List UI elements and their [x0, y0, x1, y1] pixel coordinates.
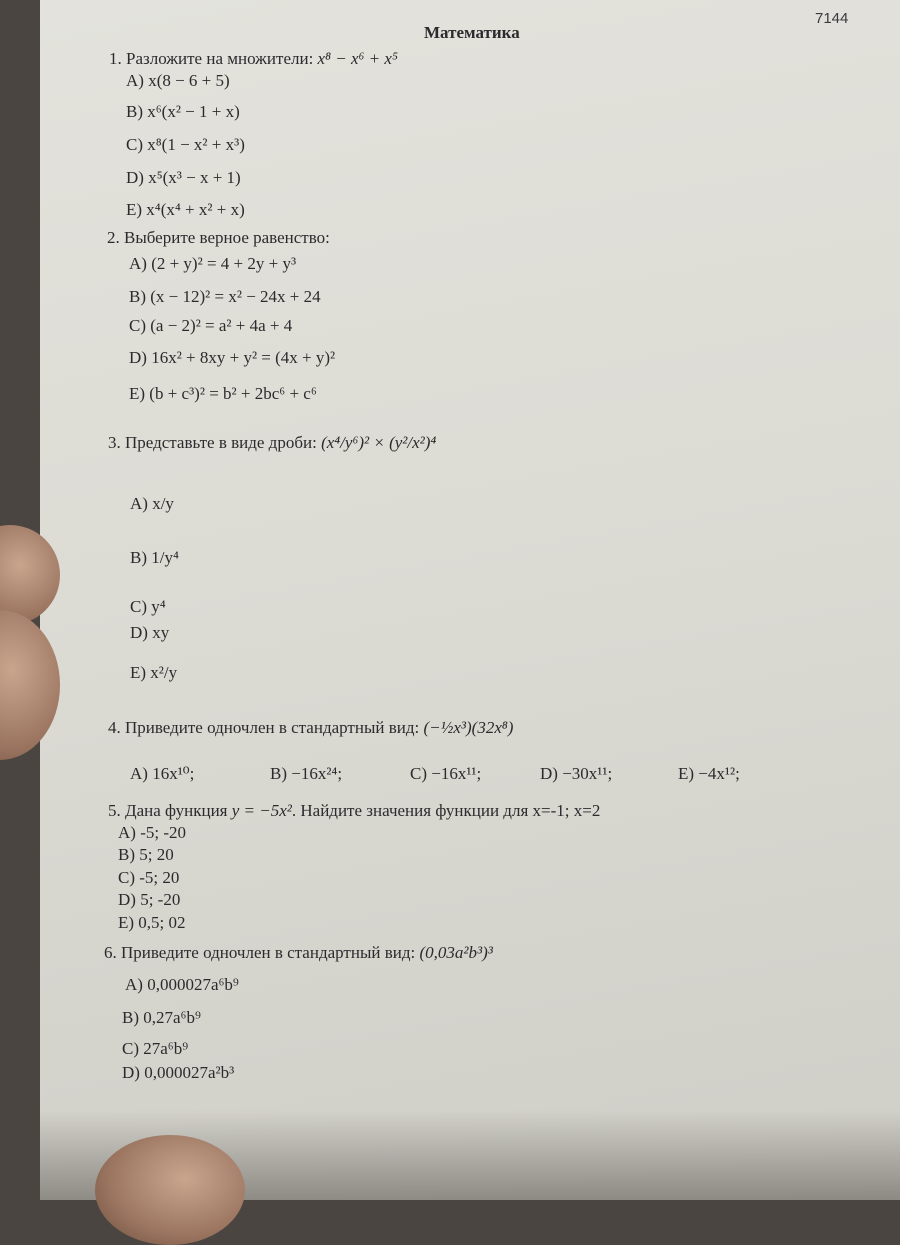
- q1-option-c: C) x⁸(1 − x² + x³): [126, 135, 245, 154]
- q2-option-d: D) 16x² + 8xy + y² = (4x + y)²: [129, 348, 336, 367]
- q1-option-e: E) x⁴(x⁴ + x² + x): [126, 200, 245, 219]
- q1-option-b: B) x⁶(x² − 1 + x): [126, 102, 240, 121]
- question-5-text: 5. Дана функция: [108, 801, 228, 820]
- question-5: [108, 801, 600, 821]
- question-3: [108, 433, 436, 453]
- q3-option-a: A) x/y: [130, 494, 174, 513]
- q4-option-a: A) 16x¹⁰;: [130, 764, 195, 783]
- q6-option-c: C) 27a⁶b⁹: [122, 1039, 189, 1058]
- q5-option-d: D) 5; -20: [118, 890, 181, 909]
- question-6: [104, 943, 493, 963]
- question-2-text: 2. Выберите верное равенство:: [107, 228, 330, 247]
- question-1: [109, 49, 398, 69]
- q3-option-e: E) x²/y: [130, 663, 178, 682]
- q1-option-a: A) x(8 − 6 + 5): [126, 71, 230, 90]
- question-6-text: 6. Приведите одночлен в стандартный вид:: [104, 943, 416, 962]
- question-4-expression: (−½x³)(32x⁸): [423, 718, 514, 737]
- q3-option-c: C) y⁴: [130, 597, 166, 616]
- question-1-expression: x⁸ − x⁶ + x⁵: [317, 49, 398, 68]
- q5-option-c: C) -5; 20: [118, 868, 180, 887]
- q3-option-b: B) 1/y⁴: [130, 548, 179, 567]
- q1-option-d: D) x⁵(x³ − x + 1): [126, 168, 241, 187]
- question-6-expression: (0,03a²b³)³: [419, 943, 493, 962]
- q6-option-a: A) 0,000027a⁶b⁹: [125, 975, 239, 994]
- question-4: [108, 718, 513, 738]
- q5-option-b: B) 5; 20: [118, 845, 174, 864]
- q2-option-a: A) (2 + y)² = 4 + 2y + y³: [129, 254, 297, 273]
- question-4-text: 4. Приведите одночлен в стандартный вид:: [108, 718, 420, 737]
- q5-option-e: E) 0,5; 02: [118, 913, 186, 932]
- q4-option-e: E) −4x¹²;: [678, 764, 740, 783]
- q4-option-b: B) −16x²⁴;: [270, 764, 343, 783]
- q3-option-d: D) xy: [130, 623, 170, 642]
- q2-option-b: B) (x − 12)² = x² − 24x + 24: [129, 287, 321, 306]
- question-1-text: 1. Разложите на множители:: [109, 49, 314, 68]
- q5-option-a: A) -5; -20: [118, 823, 186, 842]
- q4-option-d: D) −30x¹¹;: [540, 764, 613, 783]
- page-title: Математика: [424, 23, 520, 42]
- q2-option-c: C) (a − 2)² = a² + 4a + 4: [129, 316, 293, 335]
- q4-option-c: C) −16x¹¹;: [410, 764, 482, 783]
- question-3-expression: (x⁴/y⁶)² × (y²/x²)⁴: [321, 433, 437, 452]
- question-5-expression: y = −5x²: [231, 801, 292, 820]
- q2-option-e: E) (b + c³)² = b² + 2bc⁶ + c⁶: [129, 384, 317, 403]
- question-5-text-2: . Найдите значения функции для x=-1; x=2: [291, 801, 601, 820]
- q6-option-d: D) 0,000027a²b³: [122, 1063, 235, 1082]
- page-number: 7144: [815, 10, 849, 27]
- q6-option-b: B) 0,27a⁶b⁹: [122, 1008, 201, 1027]
- question-3-text: 3. Представьте в виде дроби:: [108, 433, 317, 452]
- finger-bottom: [95, 1135, 245, 1245]
